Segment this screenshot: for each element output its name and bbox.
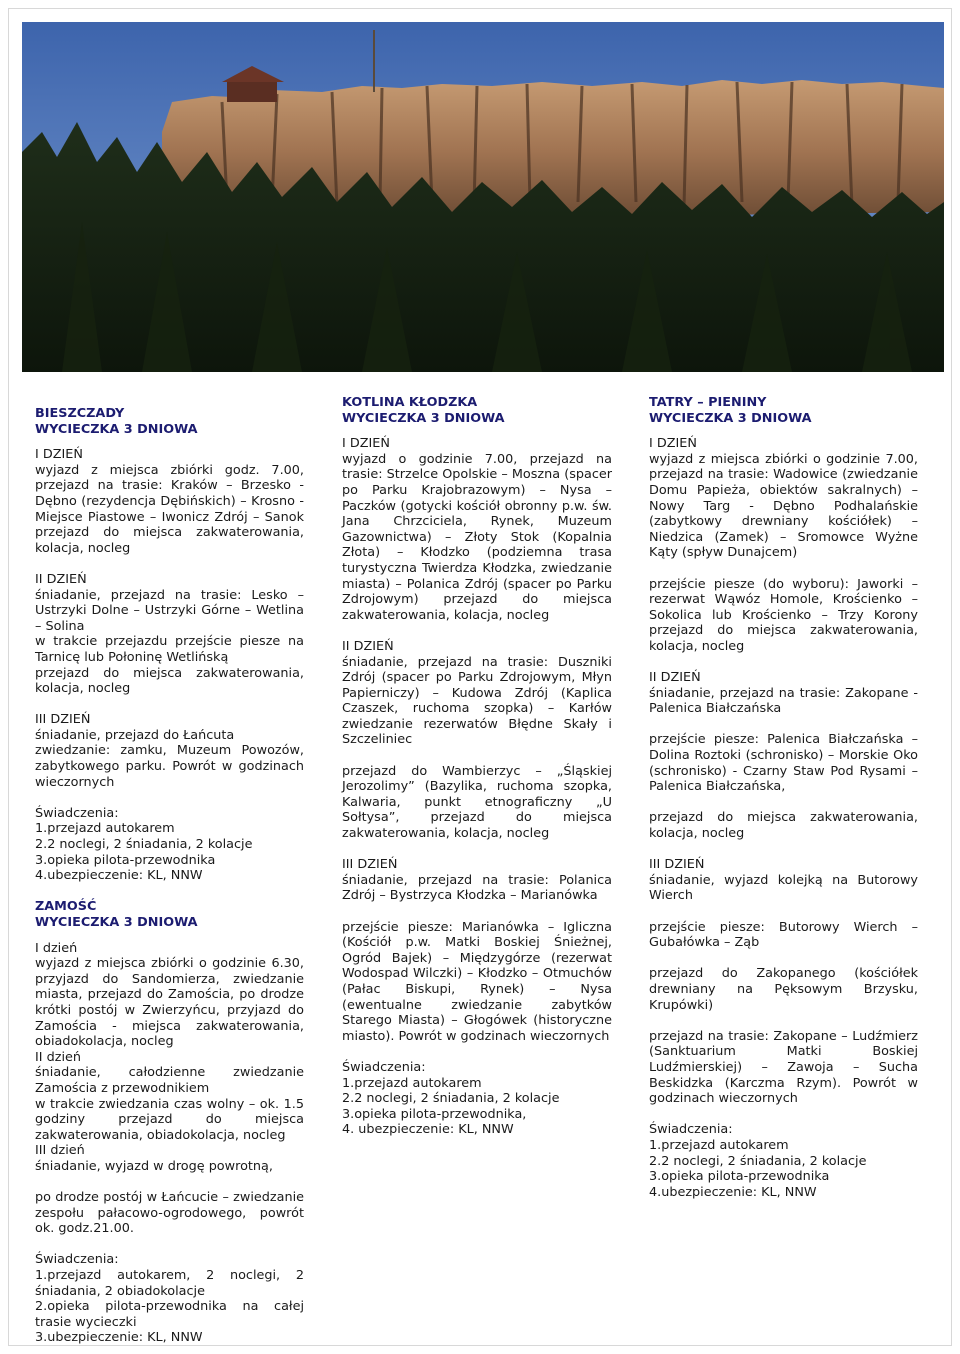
day-heading: III dzień [35, 1143, 85, 1159]
day-text: przejazd do Wambierzyc – „Śląskiej Jerozolimy” (Bazylika, ruchoma szopka, Kalwaria, punkt etnograficzny „U Sołtysa”, przejazd do miejsca zakwaterowania, kolacja, nocleg [342, 763, 612, 842]
included-heading: Świadczenia: [342, 1059, 426, 1075]
included-item: 1.przejazd autokarem [649, 1137, 789, 1153]
day-text: wyjazd z miejsca zbiórki godz. 7.00, przejazd na trasie: Kraków – Brzesko - Dębno (rezydencja Dębińskich) – Krosno - Miejsce Piastowe – Iwonicz Zdrój – Sanok przejazd do miejsca zakwaterowania, kolacja, nocleg [35, 462, 304, 556]
day-heading: II DZIEŃ [35, 571, 87, 587]
day-heading: I DZIEŃ [35, 447, 83, 463]
section-bieszczady [35, 406, 304, 884]
day-text: śniadanie, przejazd do Łańcuta [35, 727, 235, 743]
day-heading: III DZIEŃ [342, 857, 398, 873]
day-heading: I DZIEŃ [342, 436, 390, 452]
included-item: 1.przejazd autokarem, 2 noclegi, 2 śniadania, 2 obiadokolacje [35, 1268, 304, 1299]
included-item: 3.opieka pilota-przewodnika [649, 1169, 830, 1185]
column-bieszczady-zamosc [35, 406, 304, 1346]
included-heading: Świadczenia: [649, 1122, 733, 1138]
day-text: przejście piesze (do wyboru): Jaworki – rezerwat Wąwóz Homole, Krościenko – Sokolica lub Krościenko – Trzy Korony przejazd do miejsca zakwaterowania, kolacja, nocleg [649, 576, 918, 654]
day-text: przejście piesze: Butorowy Wierch – Gubałówka – Ząb [649, 919, 918, 951]
day-text: śniadanie, wyjazd w drogę powrotną, [35, 1158, 273, 1174]
section-title: TATRY – PIENINY [649, 395, 767, 410]
day-text: wyjazd z miejsca zbiórki o godzinie 6.30, przyjazd do Sandomierza, zwiedzanie miasta, przejazd do Zamościa, po drodze krótki postój w Zwierzyńcu, przyjazd do Zamościa - miejsca zakwaterowania, obiadokolacja, nocleg [35, 956, 304, 1050]
day-text: wyjazd o godzinie 7.00, przejazd na trasie: Strzelce Opolskie – Moszna (spacer po Parku Krajobrazowym) – Nysa – Paczków (gotycki kościół obronny p.w. św. Jana Chrzciciela, Rynek, Muzeum Gazownictwa) – Złoty Stok (Kopalnia Złota) – Kłodzko (podziemna trasa turystyczna Twierdza Kłodzka, zwiedzanie miasta) – Polanica Zdrój (spacer po Parku Zdrojowym) przejazd do miejsca zakwaterowania, kolacja, nocleg [342, 451, 612, 623]
column-tatry-pieniny [649, 395, 918, 1200]
day-heading: II dzień [35, 1049, 81, 1065]
included-item: 2.opieka pilota-przewodnika na całej trasie wycieczki [35, 1299, 304, 1330]
day-text: po drodze postój w Łańcucie – zwiedzanie zespołu pałacowo-ogrodowego, powrót ok. godz.21.00. [35, 1190, 304, 1237]
day-text: śniadanie, wyjazd kolejką na Butorowy Wierch [649, 872, 918, 904]
included-item: 3.opieka pilota-przewodnika [35, 852, 216, 868]
section-subtitle: WYCIECZKA 3 DNIOWA [649, 410, 812, 426]
section-title: ZAMOŚĆ [35, 899, 97, 915]
day-text: śniadanie, przejazd na trasie: Polanica Zdrój – Bystrzyca Kłodzka – Marianówka [342, 872, 612, 904]
day-text: w trakcie zwiedzania czas wolny – ok. 1.5 godziny przejazd do miejsca zakwaterowania, obiadokolacja, nocleg [35, 1096, 304, 1143]
section-title: KOTLINA KŁODZKA [342, 395, 478, 410]
day-text: śniadanie, przejazd na trasie: Lesko – Ustrzyki Dolne – Ustrzyki Górne – Wetlina – Solina [35, 587, 304, 634]
section-subtitle: WYCIECZKA 3 DNIOWA [35, 421, 198, 437]
included-item: 4.ubezpieczenie: KL, NNW [35, 868, 203, 884]
included-item: 3.ubezpieczenie: KL, NNW [35, 1330, 203, 1346]
day-heading: III DZIEŃ [649, 857, 705, 873]
day-text: przejście piesze: Palenica Białczańska – Dolina Roztoki (schronisko) – Morskie Oko (schronisko) - Czarny Staw Pod Rysami – Palenica Białczańska, [649, 732, 918, 795]
rock-cliff-illustration [22, 22, 944, 372]
section-zamosc [35, 899, 304, 1346]
section-subtitle: WYCIECZKA 3 DNIOWA [35, 915, 198, 930]
day-text: przejazd do miejsca zakwaterowania, kolacja, nocleg [35, 665, 304, 697]
included-item: 1.przejazd autokarem [342, 1075, 482, 1091]
day-text: śniadanie, całodzienne zwiedzanie Zamościa z przewodnikiem [35, 1065, 304, 1096]
included-item: 2.2 noclegi, 2 śniadania, 2 kolacje [649, 1153, 867, 1169]
day-heading: II DZIEŃ [342, 638, 394, 654]
section-title: BIESZCZADY [35, 406, 125, 421]
header-photo [22, 22, 944, 372]
day-text: przejazd do miejsca zakwaterowania, kolacja, nocleg [649, 810, 918, 842]
section-subtitle: WYCIECZKA 3 DNIOWA [342, 410, 505, 426]
day-text: śniadanie, przejazd na trasie: Duszniki Zdrój (spacer po Parku Zdrojowym, Młyn Papierniczy) – Kudowa Zdrój (Kaplica Czaszek, ruchoma szopka) – Karłów zwiedzanie rezerwatów Błędne Skały i Szczeliniec [342, 654, 612, 748]
included-item: 1.przejazd autokarem [35, 821, 175, 837]
included-item: 4. ubezpieczenie: KL, NNW [342, 1122, 514, 1138]
day-text: przejście piesze: Marianówka – Igliczna (Kościół p.w. Matki Boskiej Śnieżnej, Ogród Bajek) – Międzygórze (rezerwat Wodospad Wilczki) – Kłodzko – Otmuchów (Pałac Biskupi, Rynek) – Nysa (ewentualne zwiedzanie zabytków Starego Miasta) – Głogówek (historyczne miasto). Powrót w godzinach wieczornych [342, 919, 612, 1044]
day-heading: I dzień [35, 940, 78, 956]
day-text: w trakcie przejazdu przejście piesze na Tarnicę lub Połoninę Wetlińską [35, 634, 304, 665]
included-item: 4.ubezpieczenie: KL, NNW [649, 1184, 817, 1200]
day-text: przejazd do Zakopanego (kościółek drewniany na Pęksowym Brzysku, Krupówki) [649, 966, 918, 1013]
day-heading: I DZIEŃ [649, 436, 697, 452]
day-text: zwiedzanie: zamku, Muzeum Powozów, zabytkowego parku. Powrót w godzinach wieczornych [35, 743, 304, 790]
day-text: przejazd na trasie: Zakopane – Ludźmierz (Sanktuarium Matki Boskiej Ludźmierskiej) – Zawoja – Sucha Beskidzka (Karczma Rzym). Powrót w godzinach wieczornych [649, 1028, 918, 1107]
day-heading: II DZIEŃ [649, 670, 701, 686]
day-text: śniadanie, przejazd na trasie: Zakopane - Palenica Białczańska [649, 685, 918, 717]
included-item: 2.2 noclegi, 2 śniadania, 2 kolacje [342, 1091, 560, 1107]
column-kotlina-klodzka [342, 395, 612, 1138]
included-item: 3.opieka pilota-przewodnika, [342, 1106, 527, 1122]
included-heading: Świadczenia: [35, 805, 119, 821]
day-text: wyjazd z miejsca zbiórki o godzinie 7.00, przejazd na trasie: Wadowice (zwiedzanie Domu Papieża, obiektów sakralnych) – Nowy Targ - Dębno Podhalańskie (zabytkowy drewniany kościółek) – Niedzica (Zamek) – Sromowce Wyżne Kąty (spływ Dunajcem) [649, 451, 918, 561]
included-heading: Świadczenia: [35, 1252, 119, 1268]
included-item: 2.2 noclegi, 2 śniadania, 2 kolacje [35, 837, 253, 853]
day-heading: III DZIEŃ [35, 712, 91, 728]
